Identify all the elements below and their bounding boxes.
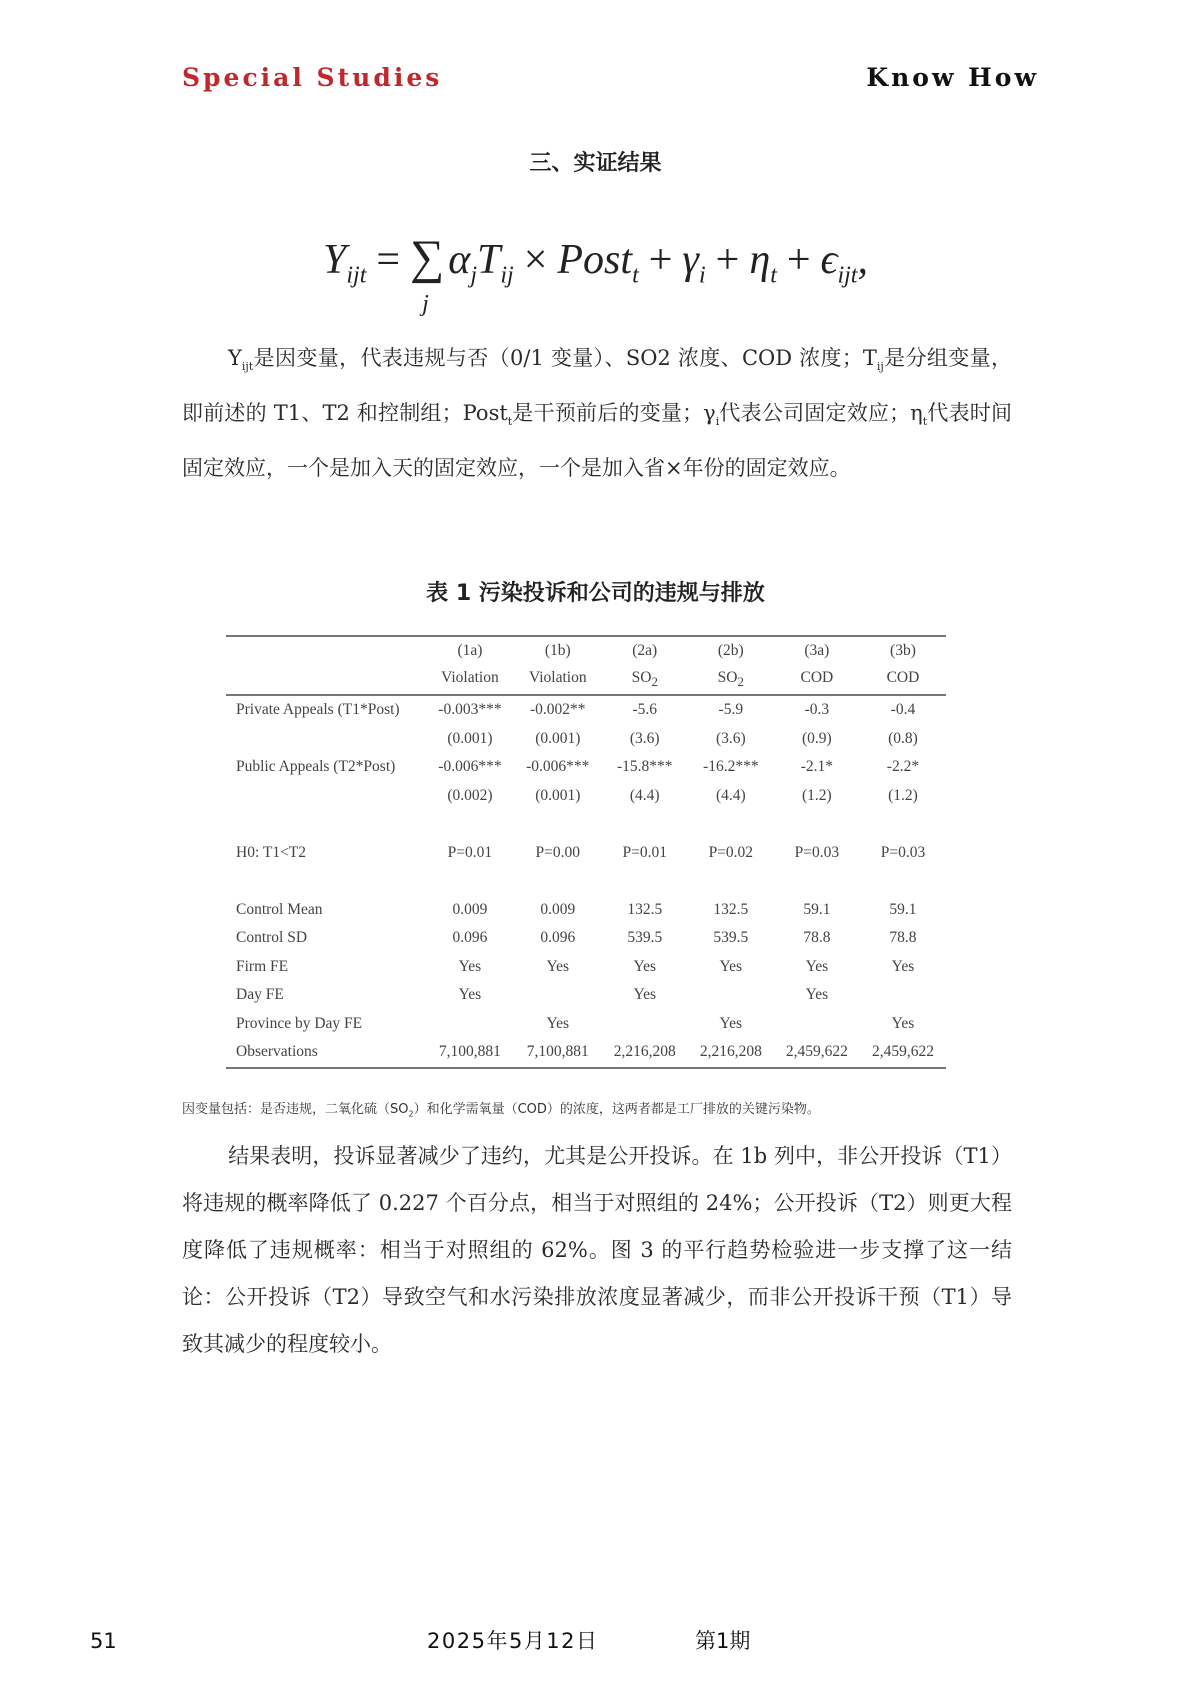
table-cell: (1.2)	[802, 786, 832, 804]
column-header: (3b)	[860, 636, 946, 666]
table-cell: 132.5	[713, 900, 749, 918]
column-label: Know How	[866, 63, 1039, 92]
table-row	[226, 753, 946, 782]
page-number: 51	[90, 1629, 117, 1653]
table-cell: 132.5	[627, 900, 663, 918]
table-note: 因变量包括：是否违规，二氧化硫$(SO_2)$和化学需氧量（COD）的浓度，这两者都是工厂排放的关键污染物。	[182, 1102, 820, 1119]
table-cell: 0.096	[452, 929, 488, 947]
formula-plus: +	[648, 237, 673, 283]
table-cell	[602, 1010, 688, 1039]
table-cell: Yes	[633, 957, 657, 975]
formula-gamma: $\gamma_i$	[682, 237, 706, 289]
table-spacer-row	[226, 867, 946, 896]
table-cell: Yes	[805, 986, 829, 1004]
table-row	[226, 839, 946, 868]
table-cell: -2.2*	[886, 758, 920, 776]
table-cell: (0.001)	[535, 786, 581, 804]
table-cell: (0.001)	[447, 729, 493, 747]
formula-post: Post$_t$	[557, 237, 639, 289]
table-cell: Yes	[805, 957, 829, 975]
table-row	[226, 1010, 946, 1039]
table-row	[226, 695, 946, 725]
column-header: (1a)	[426, 636, 514, 666]
outcome-header: $SO_2$	[717, 669, 744, 690]
results-paragraph: 结果表明，投诉显著减少了违约，尤其是公开投诉。在 1b 列中，非公开投诉（T1）将违规的概率降低了 0.227 个百分点，相当于对照组的 24%；公开投诉（T2）则更大程度降低了违规概率：相当于对照组的 62%。图 3 的平行趋势检验进一步支撑了这一结论：公开投诉（T2）导致空气和水污染排放浓度显著减少，而非公开投诉干预（T1）导致其减少的程度较小。	[182, 1144, 1012, 1356]
table-title: 表 1 污染投诉和公司的违规与排放	[426, 581, 765, 606]
table-cell: 0.009	[540, 900, 576, 918]
table-cell: -0.4	[860, 695, 946, 725]
table-cell: 2,216,208	[602, 1038, 688, 1068]
table-row	[226, 725, 946, 754]
outcome-header: COD	[886, 669, 920, 687]
table-cell: 2,216,208	[688, 1038, 774, 1068]
section-label: Special Studies	[182, 63, 443, 92]
formula-comma: ,	[857, 237, 868, 283]
outcome-header: Violation	[441, 669, 499, 687]
outcome-header: $SO_2$	[631, 669, 658, 690]
table-cell: Yes	[891, 1014, 915, 1032]
table-cell: 59.1	[803, 900, 831, 918]
table-cell: 59.1	[889, 900, 917, 918]
table-cell: (0.9)	[802, 729, 832, 747]
formula-times: ×	[523, 237, 548, 283]
table-cell: -0.002**	[514, 695, 602, 725]
table-cell: 7,100,881	[426, 1038, 514, 1068]
formula-T: $T_{ij}$	[477, 237, 514, 289]
table-cell: (0.001)	[535, 729, 581, 747]
row-label: H0: T1<T2	[236, 843, 307, 861]
row-label	[226, 725, 426, 754]
table-cell: Yes	[546, 1014, 570, 1032]
table-cell: -15.8***	[616, 758, 673, 776]
table-cell: -5.6	[602, 695, 688, 725]
table-cell: -0.003***	[426, 695, 514, 725]
table-cell: (3.6)	[629, 729, 660, 747]
table-header-row	[226, 636, 946, 666]
table-row	[226, 924, 946, 953]
table-cell	[860, 981, 946, 1010]
table-cell: -5.9	[688, 695, 774, 725]
column-header: (2a)	[602, 636, 688, 666]
row-label: Day FE	[236, 986, 284, 1004]
section-title: 三、实证结果	[529, 151, 662, 176]
table-cell: (0.8)	[888, 729, 918, 747]
table-cell: 7,100,881	[514, 1038, 602, 1068]
table-cell: P=0.02	[708, 843, 754, 861]
table-cell: 0.009	[452, 900, 488, 918]
formula-alpha: $\alpha_j$	[448, 237, 477, 289]
issue-date: 2025年5月12日	[427, 1629, 599, 1653]
table-cell: -16.2***	[703, 758, 759, 776]
table-cell: -0.006***	[526, 758, 590, 776]
formula-plus: +	[715, 237, 740, 283]
outcome-header: COD	[800, 669, 834, 687]
table-cell	[514, 981, 602, 1010]
table-cell	[774, 1010, 860, 1039]
regression-table	[226, 635, 946, 1069]
variable-definition-paragraph: $Y_{ijt}$是因变量，代表违规与否（0/1 变量）、SO2 浓度、COD 浓度；$T_{ij}$是分组变量，即前述的 T1、T2 和控制组；Post$_t$是干预前后的变量；$\gamma_i$代表公司固定效应；$\eta_t$代表时间固定效应，一个是加入天的固定效应，一个是加入省×年份的固定效应。	[182, 346, 1013, 481]
table-cell: (4.4)	[715, 786, 746, 804]
table-cell: (4.4)	[629, 786, 660, 804]
row-label: Control Mean	[236, 900, 323, 918]
table-row	[226, 896, 946, 925]
formula-lhs: $Y_{ijt}$	[323, 237, 367, 289]
column-header: (1b)	[514, 636, 602, 666]
table-cell: P=0.00	[535, 843, 581, 861]
regression-formula	[0, 228, 1191, 317]
row-label	[226, 782, 426, 811]
table-cell: 2,459,622	[774, 1038, 860, 1068]
row-label: Public Appeals (T2*Post)	[236, 758, 396, 776]
row-label: Private Appeals (T1*Post)	[226, 695, 426, 725]
table-cell: Yes	[719, 1014, 743, 1032]
outcome-header: Violation	[528, 669, 587, 687]
table-outcome-row	[226, 666, 946, 696]
table-cell: P=0.03	[880, 843, 926, 861]
table-cell: 78.8	[889, 929, 917, 947]
table-cell: -0.3	[774, 695, 860, 725]
formula-equals: =	[376, 237, 401, 283]
table-cell: (1.2)	[888, 786, 918, 804]
formula-plus: +	[786, 237, 811, 283]
table-row	[226, 953, 946, 982]
table-cell: 78.8	[803, 929, 831, 947]
table-cell	[688, 981, 774, 1010]
formula-epsilon: $\epsilon_{ijt}$	[820, 237, 858, 289]
table-cell: -0.006***	[438, 758, 502, 776]
formula-sum: ∑ j	[410, 231, 445, 317]
table-cell	[426, 1010, 514, 1039]
table-cell: Yes	[719, 957, 743, 975]
row-label: Observations	[226, 1038, 426, 1068]
row-label: Control SD	[236, 929, 308, 947]
table-cell: Yes	[458, 957, 482, 975]
table-cell: P=0.01	[447, 843, 493, 861]
column-header: (2b)	[688, 636, 774, 666]
table-row	[226, 782, 946, 811]
row-label: Province by Day FE	[236, 1014, 363, 1032]
table-cell: 539.5	[713, 929, 749, 947]
table-cell: 0.096	[540, 929, 576, 947]
table-spacer-row	[226, 810, 946, 839]
table-row	[226, 1038, 946, 1068]
column-header: (3a)	[774, 636, 860, 666]
table-row	[226, 981, 946, 1010]
table-cell: Yes	[891, 957, 915, 975]
formula-eta: $\eta_t$	[749, 237, 777, 289]
table-cell: (0.002)	[447, 786, 493, 804]
table-cell: -2.1*	[800, 758, 834, 776]
table-cell: P=0.03	[794, 843, 840, 861]
row-label: Firm FE	[236, 957, 289, 975]
table-cell: Yes	[546, 957, 570, 975]
issue-number: 第1期	[695, 1629, 751, 1653]
table-cell: Yes	[633, 986, 657, 1004]
table-cell: P=0.01	[622, 843, 667, 861]
table-cell: 539.5	[627, 929, 663, 947]
table-cell: Yes	[458, 986, 482, 1004]
table-cell: (3.6)	[715, 729, 746, 747]
table-cell: 2,459,622	[860, 1038, 946, 1068]
